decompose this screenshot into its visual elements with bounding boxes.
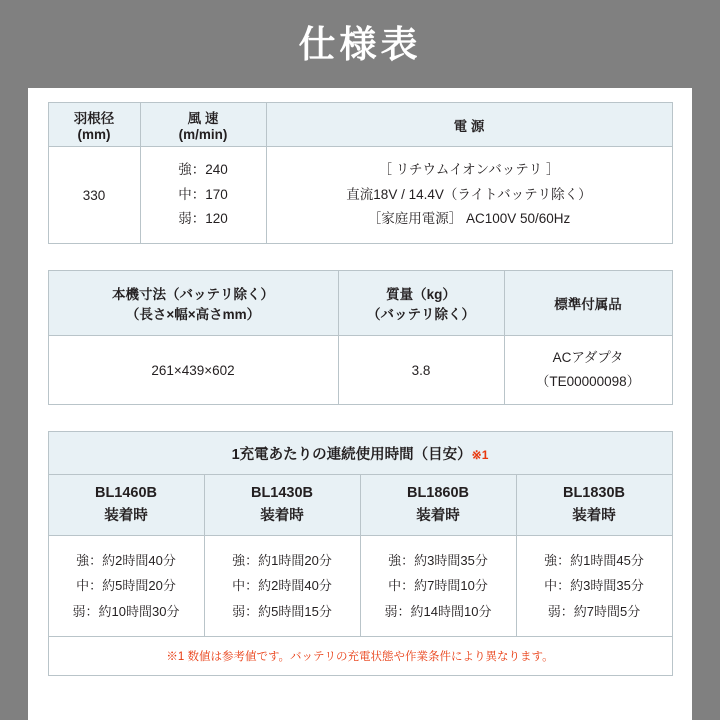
runtime-title: 1充電あたりの連続使用時間（目安） [231,446,472,463]
battery-model-3: BL1860B [406,484,470,501]
header-blade-diameter-line2: (mm) [77,127,111,142]
table-row [48,637,672,676]
header-dimensions [48,271,338,336]
spec-table-dimensions [48,270,673,405]
left-gray-band [0,0,28,720]
value-power-source [266,147,672,244]
right-gray-band [692,0,720,720]
value-dimensions: 261×439×602 [48,336,338,405]
runtime-3-high: 強：約3時間35分 [388,552,488,568]
table-row [48,271,672,336]
battery-state-4: 装着時 [572,508,616,524]
header-blade-diameter-line1: 羽根径 [73,111,115,126]
runtime-footnote: ※1 数値は参考値です。バッテリの充電状態や作業条件により異なります。 [48,637,672,676]
spec-content [28,88,692,720]
power-line-3: ［家庭用電源］ AC100V 50/60Hz [367,211,571,227]
runtime-bl1860b [360,536,516,637]
runtime-1-mid: 中：約5時間20分 [76,578,176,594]
battery-model-1: BL1460B [94,484,158,501]
value-blade-diameter: 330 [48,147,140,244]
table-row [48,536,672,637]
header-mass-line2: （バッテリ除く） [367,307,475,322]
value-wind-speed [140,147,266,244]
table-row [48,147,672,244]
battery-state-3: 装着時 [416,508,460,524]
header-blade-diameter [48,103,140,147]
accessory-name: ACアダプタ [552,350,624,366]
header-power-source: 電 源 [266,103,672,147]
runtime-bl1830b [516,536,672,637]
runtime-3-low: 弱：約14時間10分 [384,603,492,619]
runtime-2-mid: 中：約2時間40分 [232,578,332,594]
battery-model-2: BL1430B [250,484,314,501]
wind-speed-high: 強：240 [178,161,228,177]
header-accessory: 標準付属品 [504,271,672,336]
header-mass [338,271,504,336]
runtime-title-cell [48,432,672,475]
accessory-code: （TE00000098） [535,374,641,389]
table-row [48,336,672,405]
spec-table-basic [48,102,673,244]
header-battery-bl1430b [204,475,360,536]
table-row [48,475,672,536]
header-battery-bl1460b [48,475,204,536]
runtime-4-mid: 中：約3時間35分 [544,578,644,594]
runtime-4-low: 弱：約7時間5分 [547,603,641,619]
runtime-2-low: 弱：約5時間15分 [232,603,332,619]
table-row [48,103,672,147]
runtime-2-high: 強：約1時間20分 [232,552,332,568]
spec-table-runtime [48,431,673,676]
table-row [48,432,672,475]
header-wind-speed-line2: (m/min) [178,127,228,142]
runtime-4-high: 強：約1時間45分 [544,552,644,568]
value-mass: 3.8 [338,336,504,405]
power-line-2: 直流18V / 14.4V（ライトバッテリ除く） [346,186,592,202]
battery-state-2: 装着時 [260,508,304,524]
power-line-1: ［ リチウムイオンバッテリ ］ [378,161,560,177]
wind-speed-low: 弱：120 [178,211,228,227]
value-accessory [504,336,672,405]
header-dimensions-line1: 本機寸法（バッテリ除く） [112,287,274,302]
runtime-3-mid: 中：約7時間10分 [388,578,488,594]
runtime-bl1430b [204,536,360,637]
battery-model-4: BL1830B [562,484,626,501]
header-wind-speed-line1: 風 速 [187,111,219,126]
battery-state-1: 装着時 [104,508,148,524]
runtime-title-note-mark: ※1 [471,447,489,462]
runtime-1-high: 強：約2時間40分 [76,552,176,568]
runtime-1-low: 弱：約10時間30分 [72,603,180,619]
header-battery-bl1830b [516,475,672,536]
page-header [0,0,720,88]
wind-speed-mid: 中：170 [178,186,228,202]
header-dimensions-line2: （長さ×幅×高さmm） [125,307,261,322]
header-wind-speed [140,103,266,147]
page-title: 仕様表 [298,23,422,65]
header-mass-line1: 質量（kg） [386,287,456,302]
header-battery-bl1860b [360,475,516,536]
runtime-bl1460b [48,536,204,637]
